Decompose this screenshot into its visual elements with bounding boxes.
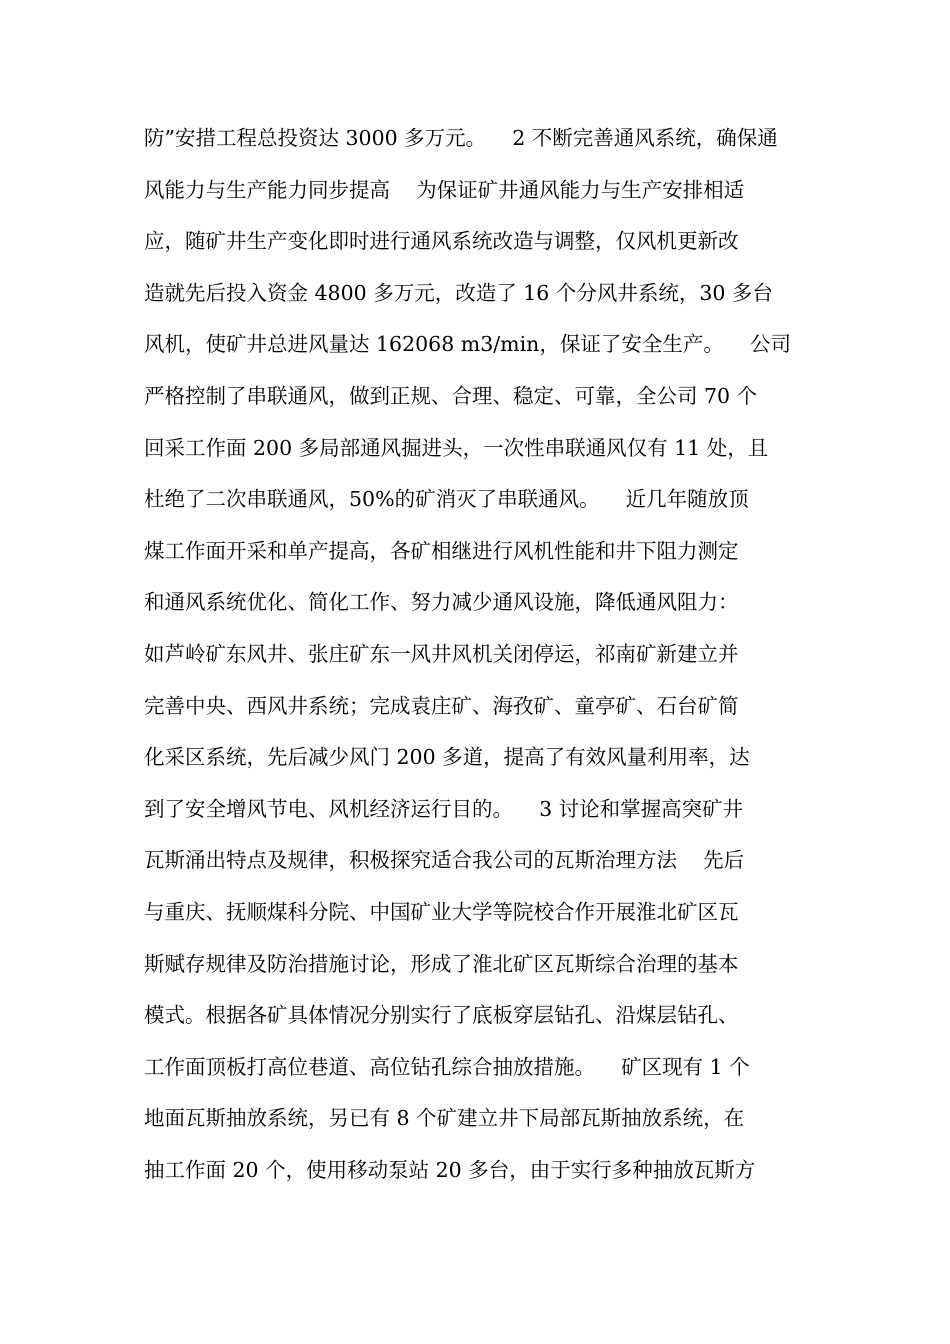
text-line: 防”安措工程总投资达 3000 多万元。 2 不断完善通风系统，确保通 (144, 126, 778, 150)
text-line: 和通风系统优化、简化工作、努力减少通风设施，降低通风阻力： (144, 590, 739, 615)
text-line: 应，随矿井生产变化即时进行通风系统改造与调整，仅风机更新改 (144, 229, 739, 254)
text-line: 风能力与生产能力同步提高 为保证矿井通风能力与生产安排相适 (144, 177, 745, 202)
body-text (144, 116, 824, 1199)
text-line: 抽工作面 20 个，使用移动泵站 20 多台，由于实行多种抽放瓦斯方 (144, 1157, 756, 1182)
text-line: 风机，使矿井总进风量达 162068 m3/min，保证了安全生产。 公司 (144, 332, 791, 357)
text-line: 完善中央、西风井系统；完成袁庄矿、海孜矿、童亭矿、石台矿简 (144, 693, 739, 718)
text-line: 与重庆、抚顺煤科分院、中国矿业大学等院校合作开展淮北矿区瓦 (144, 899, 739, 924)
text-line: 化采区系统，先后减少风门 200 多道，提高了有效风量利用率，达 (144, 745, 750, 770)
text-line: 如芦岭矿东风井、张庄矿东一风井风机关闭停运，祁南矿新建立并 (144, 641, 739, 666)
text-line: 严格控制了串联通风，做到正规、合理、稳定、可靠，全公司 70 个 (144, 383, 758, 408)
text-line: 造就先后投入资金 4800 多万元，改造了 16 个分风井系统，30 多台 (144, 280, 773, 305)
text-line: 杜绝了二次串联通风，50%的矿消灭了串联通风。 近几年随放顶 (144, 487, 749, 512)
text-line: 工作面顶板打高位巷道、高位钻孔综合抽放措施。 矿区现有 1 个 (144, 1054, 750, 1079)
text-line: 地面瓦斯抽放系统，另已有 8 个矿建立井下局部瓦斯抽放系统，在 (144, 1106, 745, 1131)
text-line: 瓦斯涌出特点及规律，积极探究适合我公司的瓦斯治理方法 先后 (144, 848, 745, 873)
text-line: 斯赋存规律及防治措施讨论，形成了淮北矿区瓦斯综合治理的基本 (144, 951, 739, 976)
text-line: 模式。根据各矿具体情况分别实行了底板穿层钻孔、沿煤层钻孔、 (144, 1003, 739, 1028)
text-line: 到了安全增风节电、风机经济运行目的。 3 讨论和掌握高突矿井 (144, 796, 744, 821)
text-line: 回采工作面 200 多局部通风掘进头，一次性串联通风仅有 11 处，且 (144, 435, 769, 460)
text-line: 煤工作面开采和单产提高，各矿相继进行风机性能和井下阻力测定 (144, 538, 739, 563)
